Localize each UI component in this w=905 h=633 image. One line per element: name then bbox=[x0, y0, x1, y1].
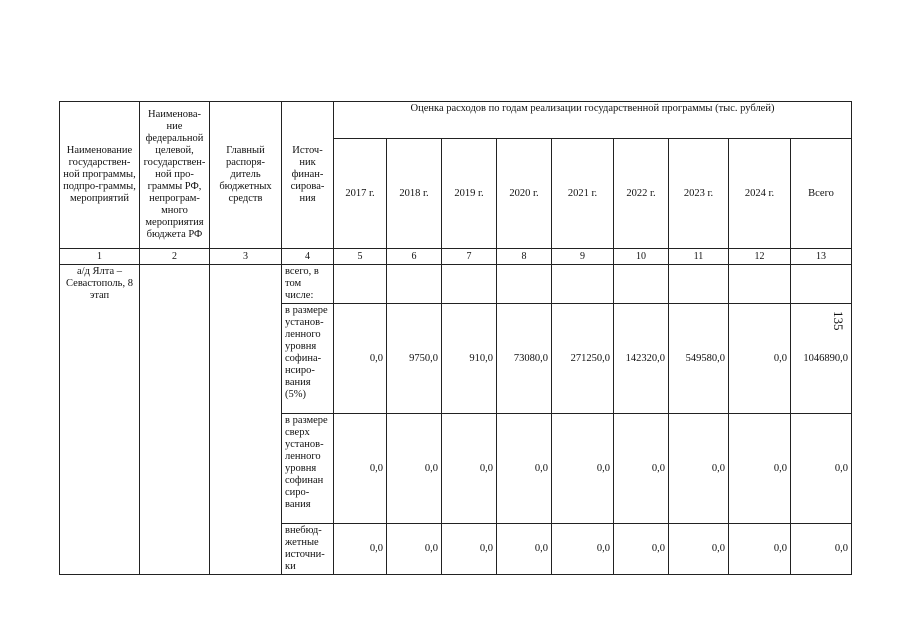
value-cell: 9750,0 bbox=[387, 304, 442, 414]
funding-source: всего, в том числе: bbox=[282, 265, 334, 304]
column-number: 9 bbox=[552, 249, 614, 265]
column-number: 13 bbox=[791, 249, 852, 265]
table-row bbox=[60, 265, 852, 304]
value-cell: 0,0 bbox=[729, 414, 791, 524]
value-cell: 0,0 bbox=[791, 414, 852, 524]
value-cell bbox=[729, 265, 791, 304]
value-cell: 0,0 bbox=[614, 524, 669, 575]
header-year: 2021 г. bbox=[552, 139, 614, 249]
page-number: 135 bbox=[831, 311, 846, 331]
value-cell: 0,0 bbox=[334, 524, 387, 575]
column-number: 5 bbox=[334, 249, 387, 265]
value-cell: 0,0 bbox=[791, 524, 852, 575]
value-cell bbox=[669, 265, 729, 304]
column-number: 12 bbox=[729, 249, 791, 265]
column-number: 7 bbox=[442, 249, 497, 265]
header-federal-program: Наименова-ние федеральной целевой, государствен-ной про-граммы РФ, непрограм-много мероприятия бюджета РФ bbox=[140, 102, 210, 249]
value-cell: 73080,0 bbox=[497, 304, 552, 414]
column-number: 6 bbox=[387, 249, 442, 265]
value-cell: 0,0 bbox=[614, 414, 669, 524]
budget-manager-cell bbox=[210, 265, 282, 575]
column-number: 8 bbox=[497, 249, 552, 265]
header-total: Всего bbox=[791, 139, 852, 249]
value-cell: 0,0 bbox=[497, 414, 552, 524]
value-cell: 0,0 bbox=[729, 304, 791, 414]
value-cell: 0,0 bbox=[552, 524, 614, 575]
value-cell bbox=[334, 265, 387, 304]
value-cell: 1046890,0 bbox=[791, 304, 852, 414]
value-cell: 0,0 bbox=[669, 414, 729, 524]
federal-program-cell bbox=[140, 265, 210, 575]
value-cell: 0,0 bbox=[442, 414, 497, 524]
value-cell bbox=[791, 265, 852, 304]
column-number: 10 bbox=[614, 249, 669, 265]
value-cell bbox=[442, 265, 497, 304]
header-program-name: Наименование государствен-ной программы, подпро-граммы, мероприятий bbox=[60, 102, 140, 249]
header-year: 2017 г. bbox=[334, 139, 387, 249]
funding-source: в размере установ-ленного уровня софина-нсиро-вания (5%) bbox=[282, 304, 334, 414]
header-year: 2019 г. bbox=[442, 139, 497, 249]
budget-table bbox=[59, 101, 852, 575]
value-cell: 0,0 bbox=[387, 414, 442, 524]
event-name: а/д Ялта – Севастополь, 8 этап bbox=[60, 265, 140, 575]
column-number: 3 bbox=[210, 249, 282, 265]
header-expense-estimate: Оценка расходов по годам реализации государственной программы (тыс. рублей) bbox=[334, 102, 852, 139]
header-year: 2022 г. bbox=[614, 139, 669, 249]
header-year: 2018 г. bbox=[387, 139, 442, 249]
column-number: 1 bbox=[60, 249, 140, 265]
value-cell: 0,0 bbox=[334, 304, 387, 414]
value-cell: 0,0 bbox=[387, 524, 442, 575]
value-cell bbox=[552, 265, 614, 304]
header-year: 2020 г. bbox=[497, 139, 552, 249]
header-budget-manager: Главный распоря-дитель бюджетных средств bbox=[210, 102, 282, 249]
value-cell bbox=[497, 265, 552, 304]
value-cell: 0,0 bbox=[669, 524, 729, 575]
value-cell: 142320,0 bbox=[614, 304, 669, 414]
header-year: 2023 г. bbox=[669, 139, 729, 249]
value-cell: 0,0 bbox=[497, 524, 552, 575]
value-cell: 0,0 bbox=[552, 414, 614, 524]
value-cell: 271250,0 bbox=[552, 304, 614, 414]
column-number: 2 bbox=[140, 249, 210, 265]
column-number-row bbox=[60, 249, 852, 265]
value-cell: 910,0 bbox=[442, 304, 497, 414]
column-number: 11 bbox=[669, 249, 729, 265]
value-cell bbox=[614, 265, 669, 304]
header-year: 2024 г. bbox=[729, 139, 791, 249]
value-cell bbox=[387, 265, 442, 304]
value-cell: 0,0 bbox=[334, 414, 387, 524]
value-cell: 0,0 bbox=[442, 524, 497, 575]
value-cell: 0,0 bbox=[729, 524, 791, 575]
header-funding-source: Источ-ник финан-сирова-ния bbox=[282, 102, 334, 249]
funding-source: внебюд-жетные источни-ки bbox=[282, 524, 334, 575]
funding-source: в размере сверх установ-ленного уровня софинан сиро-вания bbox=[282, 414, 334, 524]
value-cell: 549580,0 bbox=[669, 304, 729, 414]
column-number: 4 bbox=[282, 249, 334, 265]
